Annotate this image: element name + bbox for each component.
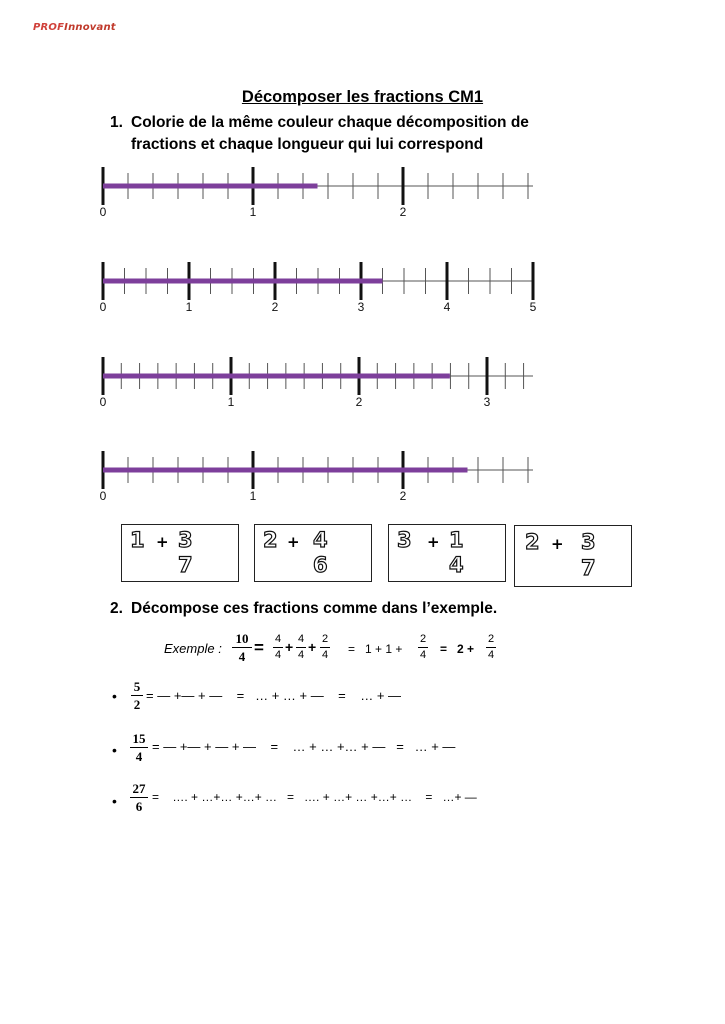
example-part-3: = 2 +: [440, 642, 475, 656]
example-part-3-fraction: 2 4: [487, 633, 495, 661]
number-line-label: 1: [185, 300, 193, 314]
box-whole: 2: [263, 528, 278, 552]
question-1-number: 1.: [110, 114, 123, 131]
bullet-icon: •: [112, 793, 117, 809]
box-plus: +: [156, 533, 169, 551]
exercise-fraction: 15 4: [130, 732, 148, 763]
box-denominator: 6: [313, 553, 328, 577]
logo-innovant: Innovant: [64, 22, 116, 33]
number-line-label: 1: [249, 489, 257, 503]
example-main-fraction: [232, 632, 252, 663]
box-plus: +: [551, 535, 564, 553]
number-line-label: 2: [399, 205, 407, 219]
exercise-fraction: 27 6: [130, 782, 148, 813]
example-term-3: 2 4: [321, 633, 329, 661]
number-line-label: 3: [483, 395, 491, 409]
example-part-2-fraction: 2 4: [419, 633, 427, 661]
box-whole: 3: [397, 528, 412, 552]
box-plus: +: [287, 533, 300, 551]
bullet-icon: •: [112, 742, 117, 758]
box-denominator: 4: [449, 553, 464, 577]
example-label: Exemple :: [164, 641, 222, 656]
decomposition-box-3[interactable]: [388, 524, 506, 582]
box-plus: +: [427, 533, 440, 551]
box-numerator: 4: [313, 528, 328, 552]
number-line-label: 5: [529, 300, 537, 314]
box-numerator: 3: [581, 530, 596, 554]
box-numerator: 1: [449, 528, 464, 552]
page-title: Décomposer les fractions CM1: [241, 88, 484, 106]
box-whole: 1: [130, 528, 145, 552]
box-whole: 2: [525, 530, 540, 554]
example-term-1: 4 4: [274, 633, 282, 661]
number-line-label: 4: [443, 300, 451, 314]
question-1-line-2: fractions et chaque longueur qui lui correspond: [131, 136, 484, 153]
box-numerator: 3: [178, 528, 193, 552]
question-1-line-1: Colorie de la même couleur chaque décomposition de: [131, 114, 529, 131]
logo-prof: PROF: [33, 22, 65, 33]
exercise-fraction: 5 2: [131, 680, 143, 711]
exercise-answer-line[interactable]: = — +— + — + — = … + … +… + — = … + —: [152, 739, 456, 754]
number-line-label: 2: [271, 300, 279, 314]
box-denominator: 7: [178, 553, 193, 577]
example-term-2: 4 4: [297, 633, 305, 661]
number-line-label: 3: [357, 300, 365, 314]
fraction-numerator: 10: [235, 631, 249, 646]
bullet-icon: •: [112, 688, 117, 704]
decomposition-box-4[interactable]: [514, 525, 632, 587]
fraction-denominator: 4: [238, 649, 246, 664]
number-line-label: 0: [99, 489, 107, 503]
number-line-label: 1: [249, 205, 257, 219]
number-line-label: 0: [99, 300, 107, 314]
example-equals: =: [254, 638, 264, 657]
decomposition-box-1[interactable]: [121, 524, 239, 582]
number-line-label: 2: [399, 489, 407, 503]
number-line-label: 1: [227, 395, 235, 409]
question-2-text: Décompose ces fractions comme dans l’exemple.: [131, 600, 498, 617]
question-2-number: 2.: [110, 600, 123, 617]
example-part-2: = 1 + 1 +: [348, 642, 403, 656]
box-denominator: 7: [581, 556, 596, 580]
exercise-answer-line[interactable]: = — +— + — = … + … + — = … + —: [146, 688, 402, 703]
number-line-label: 0: [99, 395, 107, 409]
number-line-label: 0: [99, 205, 107, 219]
decomposition-box-2[interactable]: [254, 524, 372, 582]
number-line-label: 2: [355, 395, 363, 409]
exercise-answer-line[interactable]: = …. + …+… +…+ … = …. + …+ … +…+ … = …+ —: [152, 790, 477, 804]
